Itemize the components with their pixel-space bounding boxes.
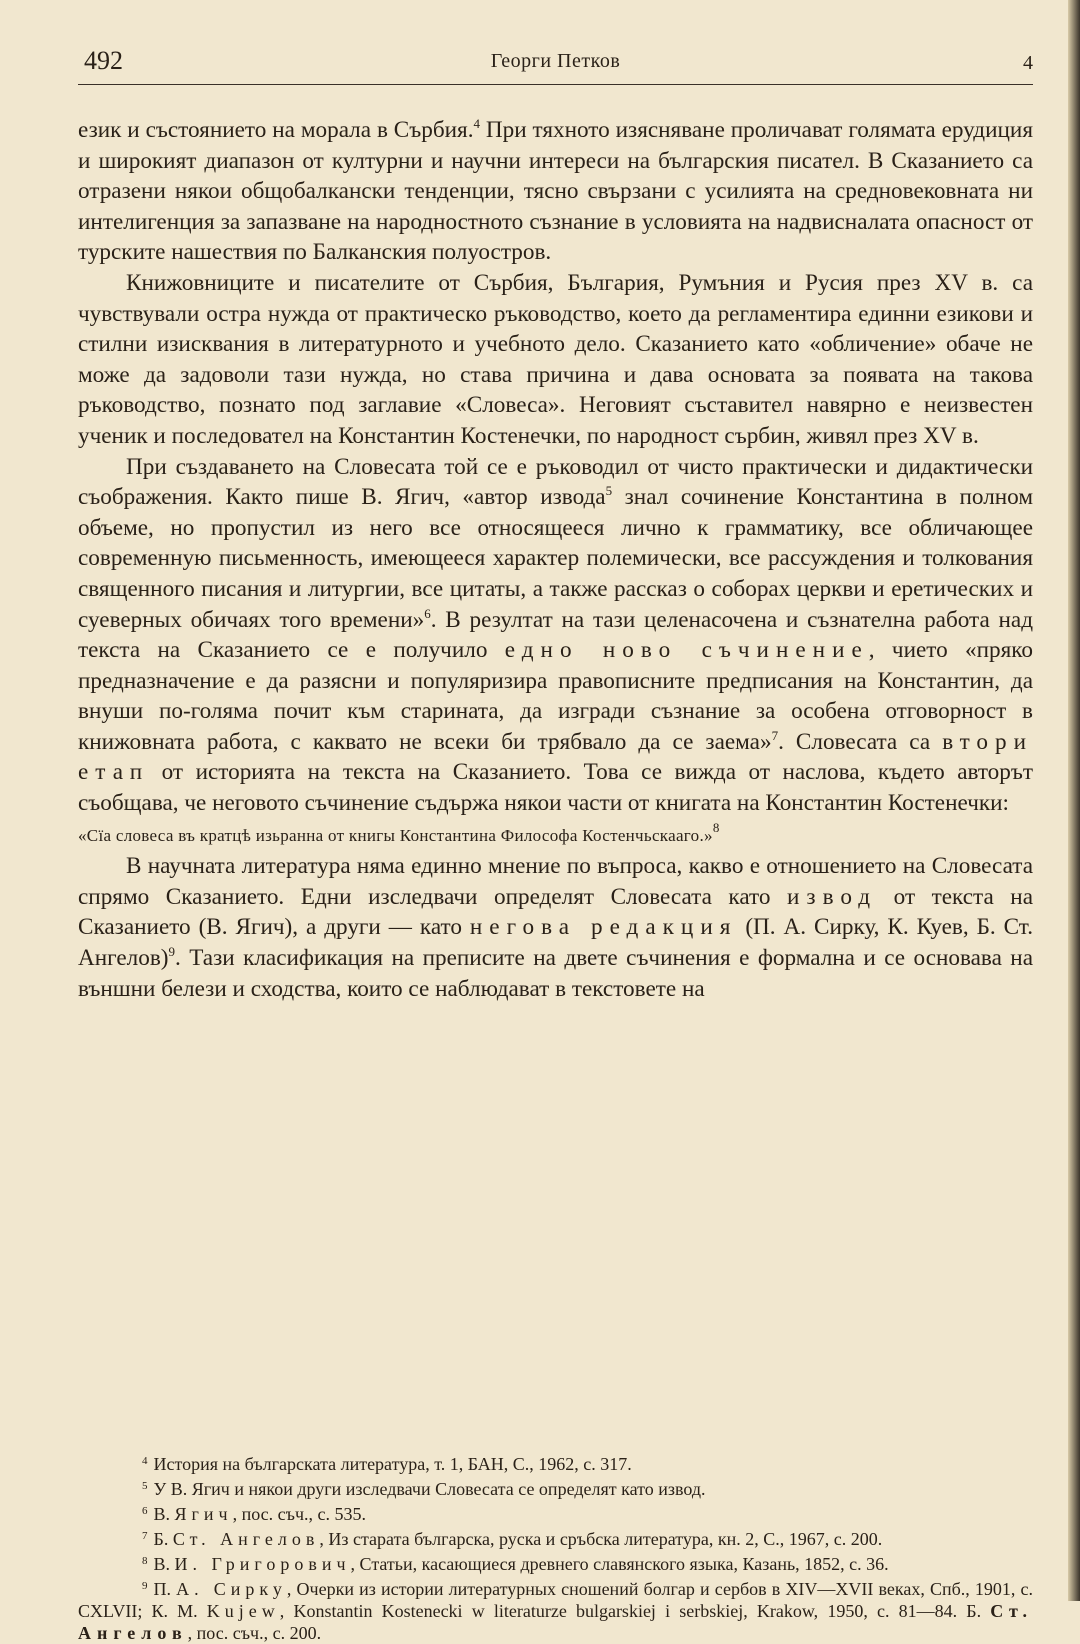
body-text (78, 115, 1033, 1004)
footnote (78, 1500, 1033, 1525)
footnote-author: Ягич (174, 1504, 233, 1524)
footnote (78, 1525, 1033, 1550)
footnote-mark: 9 (142, 1580, 148, 1592)
footnote-author-initial: В. (153, 1504, 175, 1524)
emphasis-spaced: втори етап (78, 728, 1033, 786)
footnote-text: , пос. съч., с. 535. (232, 1504, 367, 1524)
footnotes (78, 1450, 1033, 1644)
footnote-text: , Konstantin Kostenecki w literaturze bulgarskiej i serbskiej, Krakow, 1950, с. 81—84. Б. (279, 1601, 991, 1621)
footnote-mark: 6 (142, 1505, 148, 1517)
footnote (78, 1450, 1033, 1475)
footnote-ref[interactable]: 8 (712, 819, 720, 835)
footnote-author-initial: Б. (153, 1529, 173, 1549)
text-run: В научната литература няма единно мнение по въпроса, какво е отношението на Словесата спрямо Сказанието. Едни изследвачи определят Словесата като (78, 853, 1033, 910)
page-number: 492 (84, 46, 123, 75)
footnote-ref[interactable]: 7 (771, 727, 779, 743)
footnote-author: И. Григорович (174, 1554, 351, 1574)
footnote (78, 1575, 1033, 1644)
footnote-text: , Из старата българска, руска и сръбска литература, кн. 2, С., 1967, с. 200. (319, 1529, 883, 1549)
footnote-author: Ст. Ангелов (172, 1529, 320, 1549)
footnote-mark: 4 (142, 1455, 148, 1467)
running-title: Георги Петков (490, 50, 621, 72)
footnote-author: Kujew (206, 1601, 280, 1621)
section-number: 4 (1023, 52, 1033, 74)
text-run: от историята на текста на Сказанието. Това се вижда от наслова, където авторът съобщава, че неговото съчинение съдържа някои части от книгата на Константин Костенечки: (78, 759, 1033, 817)
footnote-ref[interactable]: 6 (424, 605, 431, 621)
footnote-author: Ст. Ангелов (78, 1601, 1033, 1643)
text-run: . Словесата са (778, 728, 943, 755)
paragraph-4 (78, 851, 1033, 1004)
emphasis-spaced: извод (787, 883, 878, 910)
footnote-mark: 7 (142, 1530, 148, 1542)
text-run: (П. А. Сирку, К. Куев, Б. Ст. Ангелов) (78, 914, 1033, 972)
text-run: При създаването на Словесата той се е ръководил от чисто практически и дидактически съображения. Както пише В. Ягич, «автор извода (78, 453, 1033, 511)
footnote-author: А. Сирку (176, 1579, 287, 1599)
text-run: , чието «пряко предназначение е да разясни и популяризира правописните предписания на Константин, да внуши по-голяма почит към старината, да изгради съзнание за особена отговорност в книжовната работа, с каквато не всеки би трябвало да се заема» (78, 637, 1033, 755)
footnote-text: У В. Ягич и някои други изследвачи Словесата се определят като извод. (153, 1479, 706, 1499)
footnote-text: , пос. съч., с. 200. (187, 1623, 322, 1643)
footnote-ref[interactable]: 5 (605, 483, 613, 499)
emphasis-spaced: едно ново съчинение (504, 637, 869, 664)
paragraph-1 (78, 115, 1033, 268)
text-run: език и състоянието на морала в Сърбия. (78, 117, 474, 143)
footnote-ref[interactable]: 4 (473, 116, 480, 131)
paragraph-2: Книжовниците и писателите от Сърбия, България, Румъния и Русия през XV в. са чувствували остра нужда от практическо ръководство, което да регламентира единни езикови и стилни изисквания в литературното и учебното дело. Сказанието като «обличение» обаче не може да задоволи тази нужда, но става причина и дава основата за появата на такова ръководство, познато под заглавие «Словеса». Неговият съставител навярно е неизвестен ученик и последовател на Константин Костенечки, по народност сърбин, живял през XV в. (78, 269, 1033, 449)
emphasis-spaced: негова редакция (469, 914, 738, 941)
book-page (78, 40, 1033, 1004)
text-run: знал сочинение Константина в полном объеме, но пропустил из него все относящееся лично к грамматику, все обличающее современную письменность, имеющееся характер полемически, все рассуждения и толкования священного писания и литургии, все цитаты, а также рассказ о соборах церкви и еретических и суеверных обичаях того времени» (78, 484, 1033, 633)
footnote (78, 1475, 1033, 1500)
text-run: При тяхното изясняване проличават голямата ерудиция и широкият диапазон от културни и научни интереси на българския писател. В Сказанието са отразени някои общобалкански тенденции, тясно свързани с усилията на средновековната ни интелигенция за запазване на народностното съзнание в условията на надвисналата опасност от турските нашествия по Балканския полуостров. (78, 117, 1033, 266)
footnote-ref[interactable]: 9 (168, 944, 175, 960)
running-head (78, 40, 1033, 85)
footnote-text: История на българската литература, т. 1, БАН, С., 1962, с. 317. (153, 1454, 632, 1474)
footnote-mark: 5 (142, 1480, 148, 1492)
footnote-author-initial: П. (153, 1579, 177, 1599)
paragraph-3 (78, 452, 1033, 852)
footnote-text: , Статьи, касающиеся древнего славянского языка, Казань, 1852, с. 36. (350, 1554, 889, 1574)
text-run: . В резултат на тази целенасочена и съзнателна работа над текста на Сказанието се е получило (78, 606, 1033, 664)
footnote-mark: 8 (142, 1555, 148, 1567)
footnote (78, 1550, 1033, 1575)
text-run: . Тази класификация на преписите на двете съчинения е формална и се основава на външни белези и сходства, които се наблюдават в текстовете на (78, 945, 1033, 1002)
page-edge-shadow (1068, 0, 1080, 1601)
text-run: от текста на Сказанието (В. Ягич), а други — като (78, 883, 1033, 941)
footnote-text: , Очерки из истории литературных сношений болгар и сербов в XIV—XVII веках, Спб., 1901, с. CXLVII; К. М. (78, 1579, 1033, 1621)
slavonic-quote: «Сїа словеса въ кратцѣ изьранна от книгы Константина Философа Костенчьскааго.» (78, 825, 713, 845)
footnote-author-initial: В. (153, 1554, 175, 1574)
